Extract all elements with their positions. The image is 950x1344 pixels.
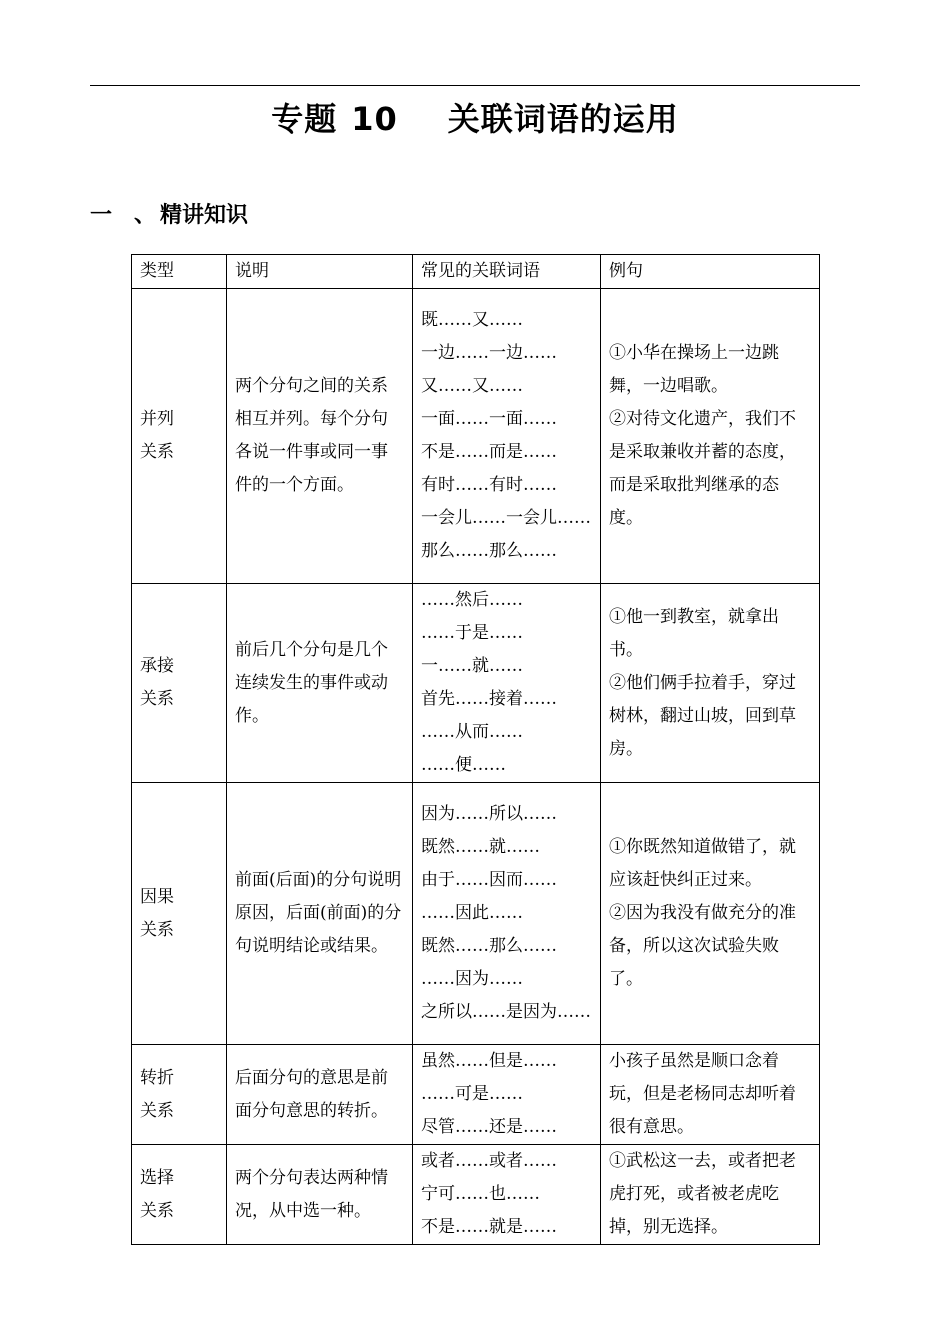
desc-cell: 两个分句表达两种情况，从中选一种。 (227, 1145, 413, 1245)
examples-cell: ①你既然知道做错了，就应该赶快纠正过来。 ②因为我没有做充分的准备，所以这次试验失败了。 (601, 783, 820, 1045)
desc-cell: 前后几个分句是几个连续发生的事件或动作。 (227, 584, 413, 783)
title-number: 10 (351, 100, 398, 138)
type-cell: 转折 关系 (132, 1045, 227, 1145)
type-cell: 并列 关系 (132, 289, 227, 584)
examples-cell: 小孩子虽然是顺口念着玩，但是老杨同志却听着很有意思。 (601, 1045, 820, 1145)
desc-cell: 前面(后面)的分句说明原因，后面(前面)的分句说明结论或结果。 (227, 783, 413, 1045)
type-cell: 选择 关系 (132, 1145, 227, 1245)
examples-cell: ①武松这一去，或者把老虎打死，或者被老虎吃掉，别无选择。 (601, 1145, 820, 1245)
section-separator: 、 (134, 203, 157, 228)
words-cell: ……然后…… ……于是…… 一……就…… 首先……接着…… ……从而…… ……便…… (413, 584, 601, 783)
top-rule (90, 85, 860, 86)
examples-cell: ①小华在操场上一边跳舞，一边唱歌。 ②对待文化遗产，我们不是采取兼收并蓄的态度，而是采取批判继承的态度。 (601, 289, 820, 584)
table-header-row (132, 255, 820, 289)
header-desc: 说明 (227, 255, 413, 289)
page-title (0, 95, 950, 143)
header-examples: 例句 (601, 255, 820, 289)
section-heading (90, 198, 248, 234)
section-number: 一 (90, 203, 113, 228)
knowledge-table (131, 254, 820, 1245)
table-row (132, 783, 820, 1045)
desc-cell: 后面分句的意思是前面分句意思的转折。 (227, 1045, 413, 1145)
table-row (132, 1045, 820, 1145)
words-cell: 既……又…… 一边……一边…… 又……又…… 一面……一面…… 不是……而是…… 有时……有时…… 一会儿……一会儿…… 那么……那么…… (413, 289, 601, 584)
title-name: 关联词语的运用 (447, 100, 679, 138)
header-type: 类型 (132, 255, 227, 289)
type-cell: 因果 关系 (132, 783, 227, 1045)
table-row (132, 1145, 820, 1245)
words-cell: 因为……所以…… 既然……就…… 由于……因而…… ……因此…… 既然……那么…… ……因为…… 之所以……是因为…… (413, 783, 601, 1045)
header-words: 常见的关联词语 (413, 255, 601, 289)
section-label: 精讲知识 (160, 203, 249, 228)
words-cell: 或者……或者…… 宁可……也…… 不是……就是…… (413, 1145, 601, 1245)
desc-cell: 两个分句之间的关系相互并列。每个分句各说一件事或同一事件的一个方面。 (227, 289, 413, 584)
type-cell: 承接 关系 (132, 584, 227, 783)
table-row (132, 584, 820, 783)
words-cell: 虽然……但是…… ……可是…… 尽管……还是…… (413, 1045, 601, 1145)
table-row (132, 289, 820, 584)
title-prefix: 专题 (271, 100, 338, 138)
examples-cell: ①他一到教室，就拿出书。 ②他们俩手拉着手，穿过树林，翻过山坡，回到草房。 (601, 584, 820, 783)
